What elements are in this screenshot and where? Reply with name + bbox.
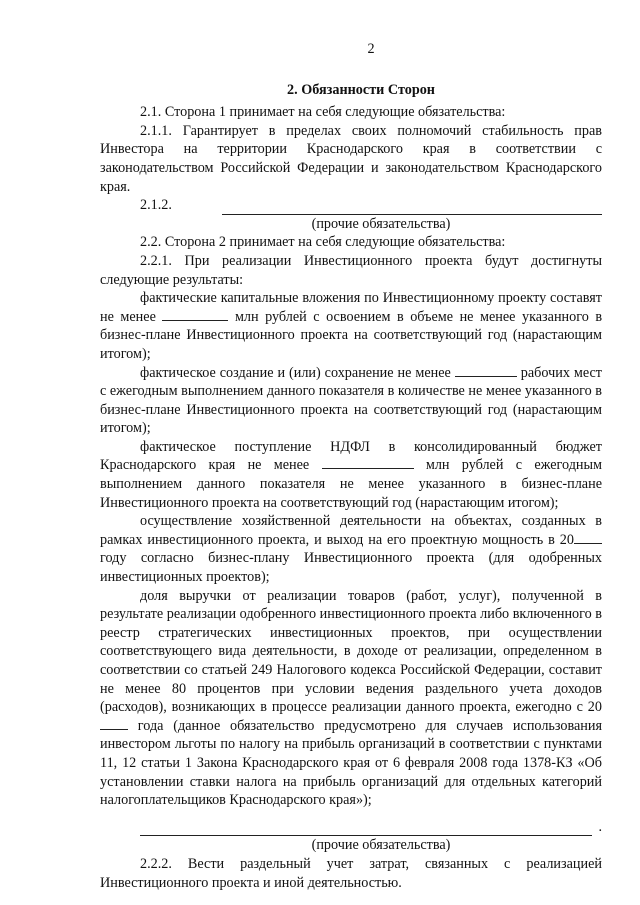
result-text: фактическое поступление НДФЛ в консолидированный бюджет Краснодарского края не менее: [100, 438, 602, 474]
caption-other-obligations: (прочие обязательства): [311, 837, 451, 854]
paragraph-2-1-2: [100, 196, 602, 215]
result-text: доля выручки от реализации товаров (работ, услуг), полученной в результате реализации одобренного инвестиционного проекта либо включенного в реестр стратегических инвестиционных проектов, при осуществлении соответствующего вида деятельности, в доходе от реализации, определенном в соответствии со статьей 249 Налогового кодекса Российской Федерации, составит не менее 80 процентов при условии ведения раздельного учета доходов (расходов), возникающих в процессе реализации данного проекта, ежегодно с 20: [100, 587, 602, 716]
blank-field: [100, 717, 128, 730]
other-obligations-blank: [100, 818, 602, 837]
page-number: 2: [367, 41, 375, 57]
blank-line: [140, 821, 592, 836]
result-capacity: [100, 512, 602, 586]
paragraph-2-2: 2.2. Сторона 2 принимает на себя следующие обязательства:: [140, 234, 506, 251]
result-text: фактическое создание и (или) сохранение не менее: [140, 364, 451, 381]
result-text: млн рублей с ежегодным выполнением данного показателя не менее указанного в бизнес-плане Инвестиционного проекта на соответствующий год (нарастающим итогом);: [100, 457, 603, 511]
blank-end-dot: .: [598, 818, 602, 835]
result-ndfl: [100, 438, 602, 512]
result-revenue-share: [100, 587, 602, 810]
result-text: рабочих мест с ежегодным выполнением данного показателя в количестве не менее указанного в бизнес-плане Инвестиционного проекта на соответствующий год (нарастающим итогом);: [100, 364, 603, 437]
result-text: года (данное обязательство предусмотрено для случаев использования инвестором льготы по налогу на прибыль организаций в соответствии с пунктами 11, 12 статьи 1 Закона Краснодарского края от 6 февраля 2008 года 1378-КЗ «Об установлении ставки налога на прибыль организаций для отдельных категорий налогоплательщиков Краснодарского края»);: [100, 717, 603, 809]
paragraph-2-1-1: 2.1.1. Гарантирует в пределах своих полномочий стабильность прав Инвестора на территории Краснодарского края в соответствии с законодательством Российской Федерации и законодательством Краснодарского края.: [100, 122, 602, 195]
caption-other-obligations: (прочие обязательства): [311, 215, 451, 232]
result-text: фактические капитальные вложения по Инвестиционному проекту составят не менее: [100, 290, 602, 325]
blank-field: [455, 364, 517, 377]
paragraph-2-2-1: 2.2.1. При реализации Инвестиционного проекта будут достигнуты следующие результаты:: [100, 252, 602, 288]
section-title: 2. Обязанности Сторон: [287, 81, 435, 98]
blank-line: [222, 200, 602, 215]
paragraph-2-1: 2.1. Сторона 1 принимает на себя следующие обязательства:: [140, 104, 506, 121]
blank-field: [162, 308, 228, 321]
result-text: млн рублей с освоением в объеме не менее указанного в бизнес-плане Инвестиционного проекта на соответствующий год (нарастающим итогом);: [100, 308, 603, 362]
blank-field: [574, 531, 602, 544]
result-capital-investment: [100, 289, 602, 363]
result-text: году согласно бизнес-плану Инвестиционного проекта (для одобренных инвестиционных проектов);: [100, 550, 602, 586]
paragraph-2-2-2: 2.2.2. Вести раздельный учет затрат, связанных с реализацией Инвестиционного проекта и иной деятельностью.: [100, 855, 602, 891]
paragraph-2-1-2-label: 2.1.2.: [140, 197, 172, 214]
result-text: осуществление хозяйственной деятельности на объектах, созданных в рамках инвестиционного проекта, и выход на его проектную мощность в 20: [100, 513, 602, 548]
blank-field: [322, 456, 414, 469]
result-jobs: [100, 364, 602, 438]
